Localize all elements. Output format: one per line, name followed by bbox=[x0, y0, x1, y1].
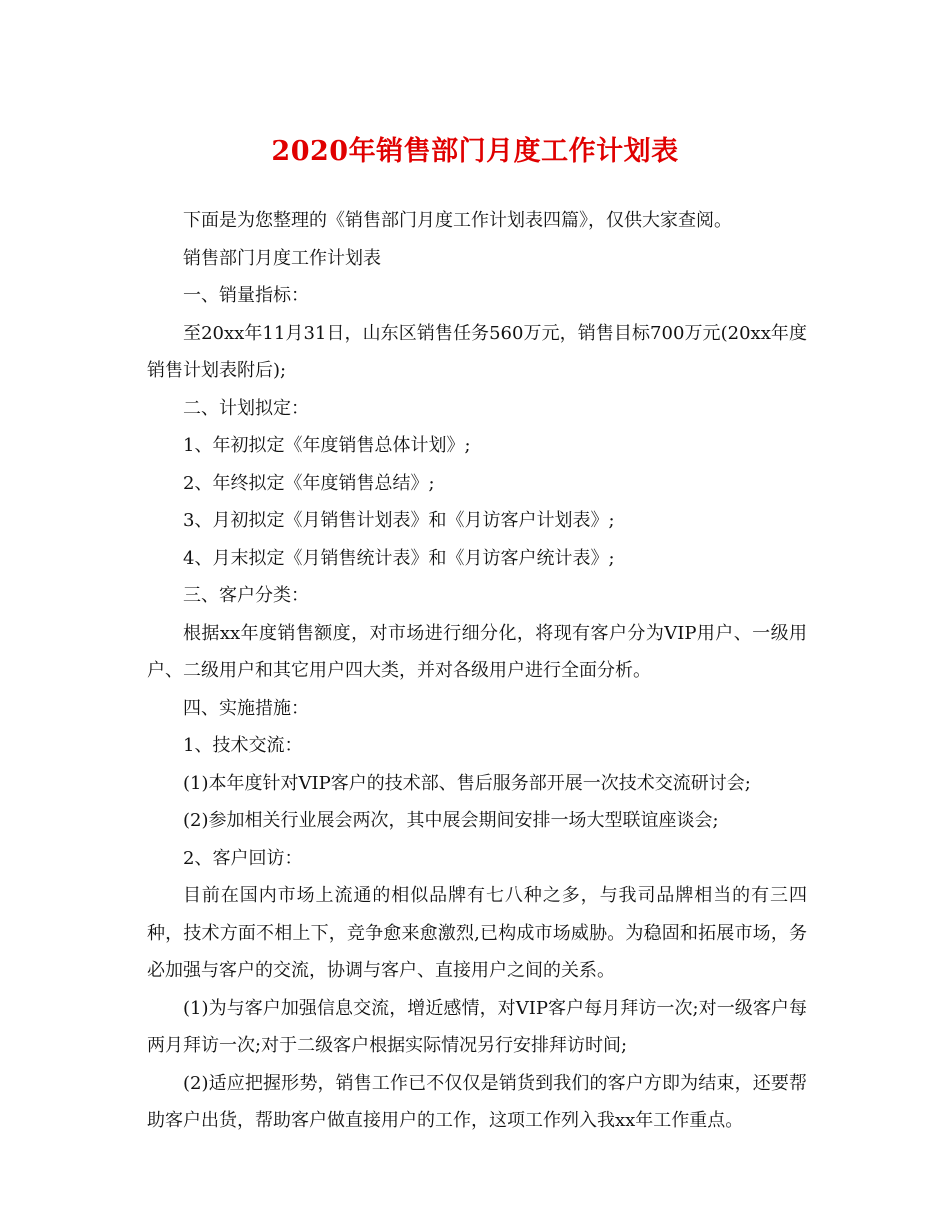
paragraph-subtitle: 销售部门月度工作计划表 bbox=[183, 247, 381, 269]
list-item-plan-4: 4、月末拟定《月销售统计表》和《月访客户统计表》; bbox=[183, 547, 615, 569]
subheading-tech-exchange: 1、技术交流： bbox=[183, 735, 303, 756]
list-item-plan-1: 1、年初拟定《年度销售总体计划》; bbox=[183, 435, 471, 456]
list-item-visit-1: (1)为与客户加强信息交流，增近感情，对VIP客户每月拜访一次;对一级客户每两月拜访一次;对于二级客户根据实际情况另行安排拜访时间; bbox=[147, 997, 807, 1056]
section-heading-plan: 二、计划拟定： bbox=[183, 397, 309, 419]
document-title: 2020年销售部门月度工作计划表 bbox=[271, 136, 679, 167]
list-item-plan-3: 3、月初拟定《月销售计划表》和《月访客户计划表》; bbox=[183, 510, 615, 531]
list-item-visit-2: (2)适应把握形势，销售工作已不仅仅是销货到我们的客户方即为结束，还要帮助客户出货，帮助客户做直接用户的工作，这项工作列入我xx年工作重点。 bbox=[147, 1072, 807, 1131]
list-item-tech-2: (2)参加相关行业展会两次，其中展会期间安排一场大型联谊座谈会; bbox=[183, 810, 719, 831]
section-heading-sales-target: 一、销量指标： bbox=[183, 285, 309, 306]
section-heading-customer-class: 三、客户分类： bbox=[183, 585, 309, 606]
list-item-tech-1: (1)本年度针对VIP客户的技术部、售后服务部开展一次技术交流研讨会; bbox=[183, 772, 751, 794]
section-heading-measures: 四、实施措施： bbox=[183, 697, 309, 719]
paragraph-sales-target: 至20xx年11月31日，山东区销售任务560万元，销售目标700万元(20xx年度销售计划表附后); bbox=[147, 322, 807, 381]
paragraph-customer-class: 根据xx年度销售额度，对市场进行细分化，将现有客户分为VIP用户、一级用户、二级用户和其它用户四大类，并对各级用户进行全面分析。 bbox=[147, 622, 807, 681]
document-body bbox=[147, 202, 807, 1140]
paragraph-market-status: 目前在国内市场上流通的相似品牌有七八种之多，与我司品牌相当的有三四种，技术方面不相上下，竞争愈来愈激烈,已构成市场威胁。为稳固和拓展市场，务必加强与客户的交流，协调与客户、直接用户之间的关系。 bbox=[147, 885, 807, 981]
subheading-customer-visit: 2、客户回访： bbox=[183, 847, 303, 869]
paragraph-intro: 下面是为您整理的《销售部门月度工作计划表四篇》，仅供大家查阅。 bbox=[183, 210, 732, 231]
list-item-plan-2: 2、年终拟定《年度销售总结》; bbox=[183, 472, 435, 494]
